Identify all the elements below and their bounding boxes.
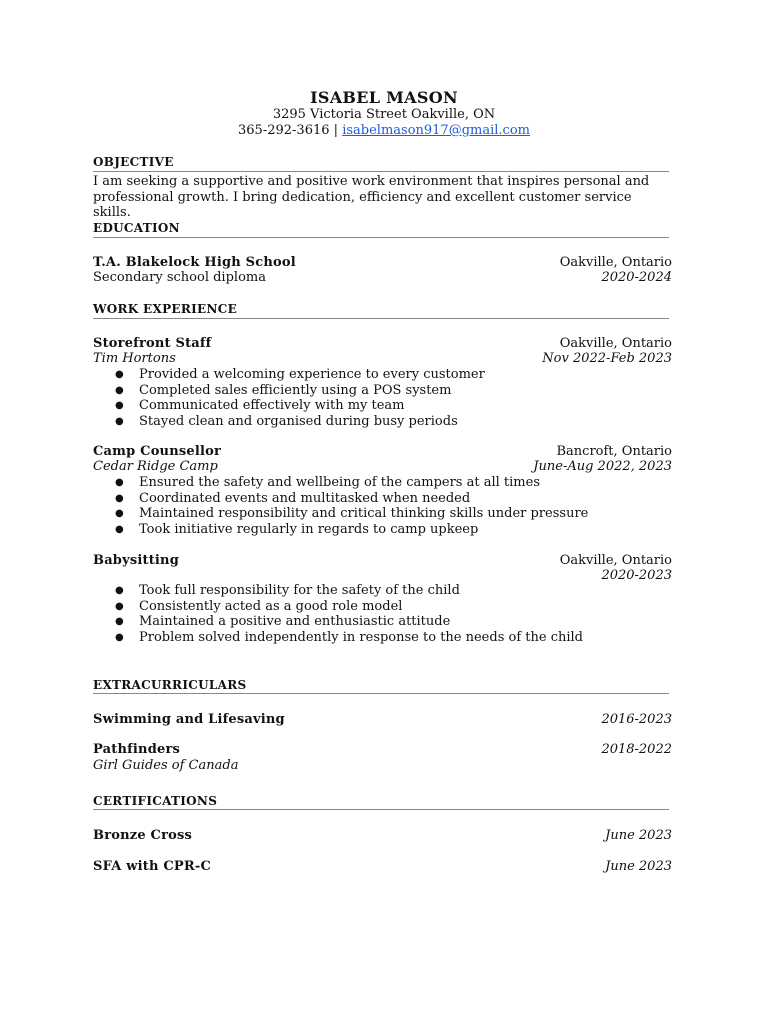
- job-duties-list: [93, 583, 583, 645]
- certification-name: Bronze Cross: [93, 828, 193, 843]
- education-divider: [93, 237, 669, 238]
- bullet-icon: ●: [115, 400, 124, 412]
- activity-years: 2018-2022: [601, 742, 672, 757]
- job-detail-row: [93, 459, 672, 475]
- extracurriculars-divider: [93, 693, 669, 694]
- objective-divider: [93, 171, 669, 172]
- education-detail-row: [93, 270, 672, 286]
- job-detail-row: [93, 568, 672, 584]
- job-dates: June-Aug 2022, 2023: [533, 459, 672, 474]
- bullet-icon: ●: [115, 415, 124, 427]
- objective-heading: OBJECTIVE: [93, 155, 174, 169]
- job-location: Oakville, Ontario: [559, 553, 672, 568]
- contact-line: [0, 123, 768, 138]
- list-item: ● Provided a welcoming experience to every customer: [115, 367, 485, 382]
- job-role: Babysitting: [93, 553, 180, 568]
- certification-name: SFA with CPR-C: [93, 859, 212, 874]
- activity-org-row: [93, 758, 672, 774]
- applicant-address: 3295 Victoria Street Oakville, ON: [272, 107, 496, 122]
- activity-row: [93, 712, 672, 728]
- list-item: ● Consistently acted as a good role model: [115, 598, 403, 614]
- school-location: Oakville, Ontario: [559, 255, 672, 270]
- job-employer: Tim Hortons: [93, 351, 176, 366]
- list-item: ● Coordinated events and multitasked when needed: [115, 490, 471, 506]
- activity-name: Pathfinders: [93, 742, 181, 757]
- list-item: ● Maintained responsibility and critical thinking skills under pressure: [115, 506, 589, 522]
- activity-name: Swimming and Lifesaving: [93, 712, 285, 727]
- bullet-icon: ●: [115, 384, 124, 396]
- job-role: Camp Counsellor: [93, 444, 222, 459]
- job-dates: 2020-2023: [601, 568, 672, 583]
- phone-number: 365-292-3616: [238, 123, 330, 138]
- bullet-icon: ●: [115, 631, 124, 643]
- job-dates: Nov 2022-Feb 2023: [542, 351, 672, 366]
- activity-years: 2016-2023: [601, 712, 672, 727]
- job-location: Bancroft, Ontario: [556, 444, 672, 459]
- bullet-icon: ●: [115, 492, 124, 504]
- bullet-icon: ●: [115, 523, 124, 535]
- list-item: ● Completed sales efficiently using a POS system: [115, 382, 452, 398]
- job-employer: Cedar Ridge Camp: [93, 459, 218, 474]
- list-item: ● Problem solved independently in response to the needs of the child: [115, 629, 583, 645]
- list-item: ● Maintained a positive and enthusiastic attitude: [115, 614, 451, 630]
- school-years: 2020-2024: [601, 270, 672, 285]
- email-link[interactable]: isabelmason917@gmail.com: [342, 123, 530, 138]
- applicant-name: ISABEL MASON: [310, 88, 458, 107]
- certifications-heading: CERTIFICATIONS: [93, 794, 218, 808]
- activity-org: Girl Guides of Canada: [93, 758, 239, 773]
- bullet-icon: ●: [115, 585, 124, 596]
- school-credential: Secondary school diploma: [93, 270, 266, 285]
- certifications-divider: [93, 809, 669, 810]
- education-heading: EDUCATION: [93, 221, 180, 235]
- work-divider: [93, 318, 669, 319]
- bullet-icon: ●: [115, 508, 124, 520]
- certification-date: June 2023: [605, 828, 672, 843]
- school-name: T.A. Blakelock High School: [93, 255, 296, 270]
- contact-separator: |: [333, 123, 339, 138]
- certification-date: June 2023: [605, 859, 672, 874]
- list-item: ● Communicated effectively with my team: [115, 398, 405, 414]
- bullet-icon: ●: [115, 477, 124, 488]
- certification-row: [93, 859, 672, 875]
- job-row: [93, 444, 672, 460]
- list-item: ● Took full responsibility for the safety of the child: [115, 583, 460, 598]
- activity-row: [93, 742, 672, 758]
- extracurriculars-heading: EXTRACURRICULARS: [93, 678, 247, 692]
- bullet-icon: ●: [115, 369, 124, 380]
- job-row: [93, 336, 672, 352]
- work-heading: WORK EXPERIENCE: [93, 302, 238, 316]
- bullet-icon: ●: [115, 616, 124, 628]
- job-detail-row: [93, 351, 672, 367]
- education-row: [93, 255, 672, 271]
- job-row: [93, 553, 672, 569]
- bullet-icon: ●: [115, 600, 124, 612]
- list-item: ● Stayed clean and organised during busy periods: [115, 413, 458, 429]
- objective-text: I am seeking a supportive and positive work environment that inspires personal and professional growth. I bring dedication, efficiency and excellent customer service skills.: [93, 174, 650, 220]
- certification-row: [93, 828, 672, 844]
- list-item: ● Ensured the safety and wellbeing of the campers at all times: [115, 475, 540, 490]
- job-duties-list: [93, 475, 588, 537]
- job-duties-list: [93, 367, 485, 429]
- job-role: Storefront Staff: [93, 336, 212, 351]
- list-item: ● Took initiative regularly in regards to camp upkeep: [115, 521, 479, 537]
- job-location: Oakville, Ontario: [559, 336, 672, 351]
